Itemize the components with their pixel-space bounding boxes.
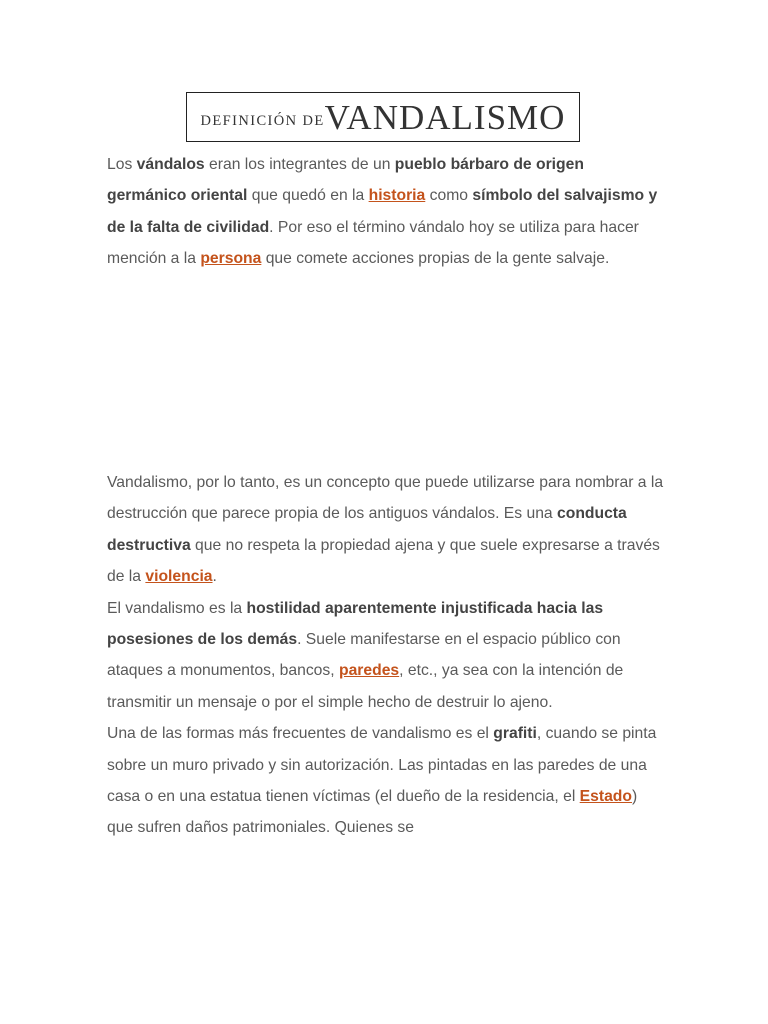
- paragraph-concept: [107, 467, 667, 593]
- text-segment: que no respeta la propiedad ajena y que suele expresarse a través de la: [107, 536, 660, 586]
- link-violencia[interactable]: violencia: [145, 568, 213, 586]
- title-prefix: DEFINICIÓN DE: [200, 112, 325, 129]
- text-segment: , etc., ya sea con la intención de transmitir un mensaje o por el simple hecho de destruir lo ajeno.: [107, 662, 624, 711]
- bold-text: hostilidad aparentemente injustificada hacia las posesiones de los demás: [107, 599, 604, 649]
- document-title: [186, 92, 580, 142]
- text-segment: ) que sufren daños patrimoniales. Quienes se: [107, 788, 638, 837]
- text-segment: que quedó en la: [247, 187, 369, 205]
- paragraph-hostility: [107, 593, 667, 719]
- paragraph-origin: [107, 149, 667, 275]
- link-persona[interactable]: persona: [200, 250, 262, 268]
- link-estado[interactable]: Estado: [579, 788, 632, 806]
- text-segment: Vandalismo, por lo tanto, es un concepto que puede utilizarse para nombrar a la destrucción que parece propia de los antiguos vándalos. Es una: [107, 474, 664, 523]
- bold-text: grafiti: [493, 725, 537, 743]
- link-historia[interactable]: historia: [368, 187, 426, 205]
- text-segment: , cuando se pinta sobre un muro privado y sin autorización. Las pintadas en las paredes de una casa o en una estatua tienen víctimas (el dueño de la residencia, el: [107, 725, 657, 806]
- body-text-block: [107, 467, 667, 844]
- paragraph-graffiti: [107, 718, 667, 844]
- title-main: VANDALISMO: [324, 97, 566, 137]
- text-segment: que comete acciones propias de la gente salvaje.: [261, 250, 610, 268]
- bold-text: pueblo bárbaro de origen germánico oriental: [107, 156, 584, 205]
- text-segment: Los: [107, 156, 137, 173]
- text-segment: . Por eso el término vándalo hoy se utiliza para hacer mención a la: [107, 218, 639, 268]
- bold-text: símbolo del salvajismo y de la falta de civilidad: [107, 187, 658, 236]
- text-segment: Una de las formas más frecuentes de vandalismo es el: [107, 725, 494, 743]
- bold-text: vándalos: [136, 156, 205, 173]
- link-paredes[interactable]: paredes: [338, 662, 400, 680]
- bold-text: conducta destructiva: [107, 505, 627, 554]
- text-segment: . Suele manifestarse en el espacio público con ataques a monumentos, bancos,: [107, 631, 621, 680]
- text-segment: eran los integrantes de un: [204, 156, 395, 173]
- text-segment: El vandalismo es la: [107, 599, 247, 617]
- text-segment: como: [425, 187, 473, 205]
- text-segment: .: [212, 568, 217, 586]
